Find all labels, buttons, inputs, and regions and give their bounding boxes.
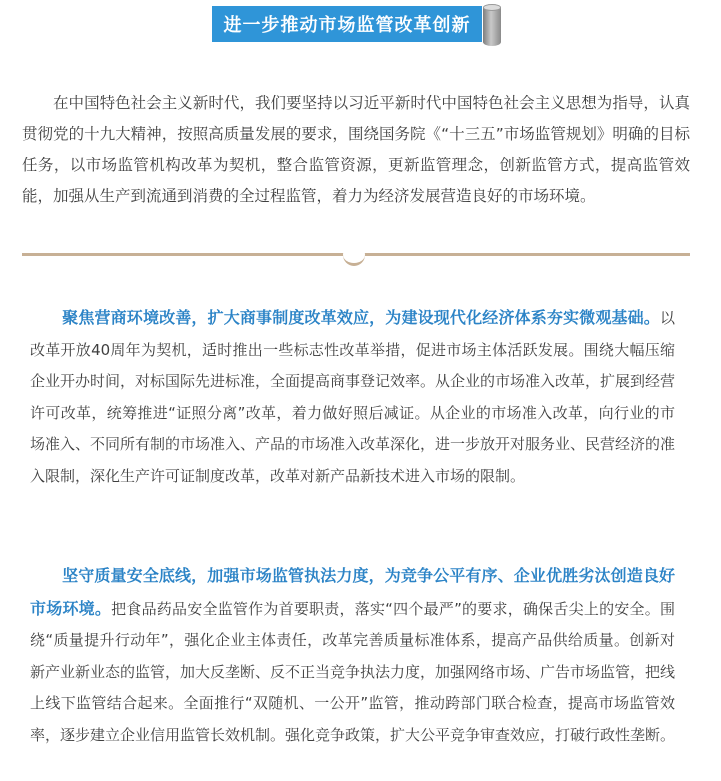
section-body: 以改革开放40周年为契机，适时推出一些标志性改革举措，促进市场主体活跃发展。围绕大幅压缩企业开办时间，对标国际先进标准，全面提高商事登记效率。从企业的市场准入改革，扩展到经营许可改革，统筹推进“证照分离”改革，着力做好照后减证。从企业的市场准入改革，向行业的市场准入、不同所有制的市场准入、产品的市场准入改革深化，进一步放开对服务业、民营经济的准入限制，深化生产许可证制度改革，改革对新产品新技术进入市场的限制。: [30, 309, 676, 485]
section-lead: 坚守质量安全底线，加强市场监管执法力度，为竞争公平有序、企业优胜劣汰创造良好市场环境。: [30, 566, 675, 618]
intro-paragraph: 在中国特色社会主义新时代，我们要坚持以习近平新时代中国特色社会主义思想为指导，认真贯彻党的十九大精神，按照高质量发展的要求，围绕国务院《“十三五”市场监管规划》明确的目标任务，以市场监管机构改革为契机，整合监管资源，更新监管理念，创新监管方式，提高监管效能，加强从生产到流通到消费的全过程监管，着力为经济发展营造良好的市场环境。: [22, 94, 690, 205]
section-body: 把食品药品安全监管作为首要职责，落实“四个最严”的要求，确保舌尖上的安全。围绕“质量提升行动年”，强化企业主体责任，改革完善质量标准体系，提高产品供给质量。创新对新产业新业态的监管，加大反垄断、反不正当竞争执法力度，加强网络市场、广告市场监管，把线上线下监管结合起来。全面推行“双随机、一公开”监管，推动跨部门联合检查，提高市场监管效率，逐步建立企业信用监管长效机制。强化竞争政策，扩大公平竞争审查效应，打破行政性垄断。: [30, 599, 676, 744]
title-banner: [212, 4, 502, 48]
cylinder-decoration-icon: [483, 4, 501, 46]
section-paragraph: [30, 560, 675, 751]
divider-notch-ornament: [343, 244, 365, 266]
page-title: 进一步推动市场监管改革创新: [223, 15, 471, 36]
title-box: [212, 6, 482, 42]
section-lead: 聚焦营商环境改善，扩大商事制度改革效应，为建设现代化经济体系夯实微观基础。: [62, 308, 660, 327]
section-paragraph: [30, 302, 675, 492]
